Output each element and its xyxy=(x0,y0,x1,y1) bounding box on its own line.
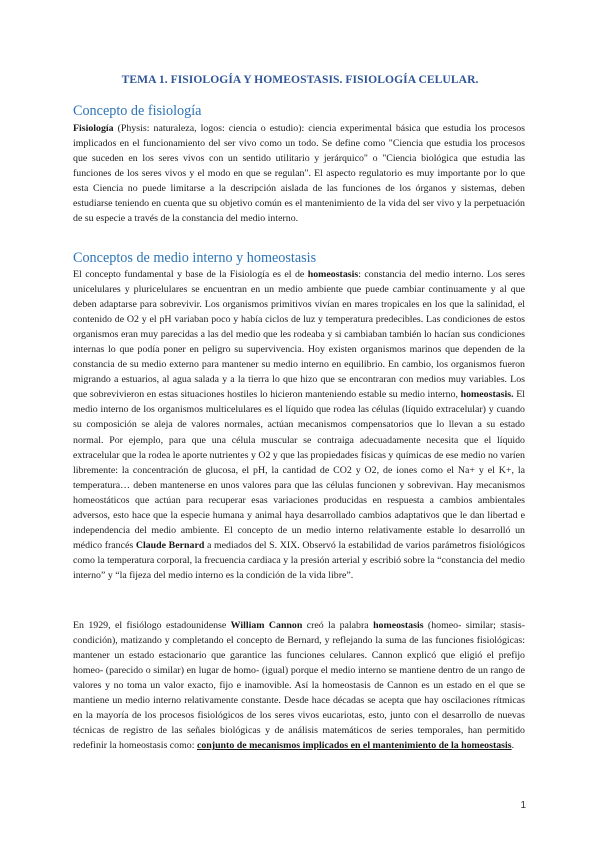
paragraph-text: En 1929, el fisiólogo estadounidense xyxy=(73,620,231,631)
term-william-cannon: William Cannon xyxy=(230,620,303,631)
paragraph-text: El concepto fundamental y base de la Fisiología es el de xyxy=(73,269,308,280)
paragraph-text: a mediados del S. XIX. Observó la estabilidad de varios parámetros fisiológicos como la temperatura corporal, la frecuencia cardiaca y la presión arterial y escribió sobre la “constancia del medio interno” y “la fijeza del medio interno es la condición de la vida libre”. xyxy=(73,539,525,581)
paragraph-text: . xyxy=(511,740,515,752)
term-homeostasis-definition: conjunto de mecanismos implicados en el mantenimiento de la homeostasis xyxy=(196,740,512,752)
paragraph-fisiologia-definition xyxy=(73,121,525,226)
section-heading-fisiologia: Concepto de fisiología xyxy=(73,103,202,119)
paragraph-cannon xyxy=(73,618,525,753)
paragraph-text: El medio interno de los organismos multicelulares es el líquido que rodea las células (líquido extracelular) y cuando su composición se aleja de valores normales, actúan mecanismos compensatorios que lo llevan a su estado normal. Por ejemplo, para que una célula muscular se contraiga adecuadamente necesita que el líquido extracelular que la rodea le aporte nutrientes y O2 y que las propiedades físicas y químicas de ese medio no varíen libremente: la concentración de glucosa, el pH, la cantidad de CO2 y O2, de iones como el Na+ y el K+, la temperatura… deben mantenerse en unos valores para que las células funcionen y sobrevivan. Hay mecanismos homeostáticos que actúan para recuperar esas variaciones producidas en respuesta a cambios ambientales adversos, esto hace que la especie humana y animal haya desarrollado cambios adaptativos que le dan libertad e independencia del medio ambiente. El concepto de un medio interno relativamente estable lo desarrolló un médico francés xyxy=(73,389,525,551)
page-number: 1 xyxy=(520,800,526,811)
paragraph-text: : constancia del medio interno. Los seres unicelulares y pluricelulares se encuentran en un medio ambiente que puede cambiar continuamente y al que deben adaptarse para sobrevivir. Los organismos primitivos vivían en mares tropicales en los que la salinidad, el contenido de O2 y el pH variaban poco y había ciclos de luz y temperatura predecibles. Las condiciones de estos organismos eran muy parecidas a las del medio que les rodeaba y si cambiaban también lo hacían sus condiciones internas lo que podía poner en peligro su supervivencia. Hoy existen organismos marinos que dependen de la constancia de su medio externo para mantener su medio interno en equilibrio. En cambio, los organismos fueron migrando a estuarios, al agua salada y a la tierra lo que hizo que se encontraran con medios muy variables. Los que sobrevivieron en estas situaciones hostiles lo hicieron manteniendo estable su medio interno, xyxy=(73,269,525,401)
term-claude-bernard: Claude Bernard xyxy=(135,539,205,551)
paragraph-text: creó la palabra xyxy=(302,620,374,631)
paragraph-text: (Physis: naturaleza, logos: ciencia o estudio): ciencia experimental básica que estudia los procesos implicados en el funcionamiento del ser vivo como un todo. Se define como "Ciencia que estudia los procesos que suceden en los seres vivos con un sentido utilitario y jerárquico" o "Ciencia biológica que estudia las funciones de los seres vivos y el modo en que se regulan". El aspecto regulatorio es muy importante por lo que esta Ciencia no puede limitarse a la descripción aislada de las funciones de los órganos y sistemas, deben estudiarse teniendo en cuenta que su objetivo común es el mantenimiento de la vida del ser vivo y la perpetuación de su especie a través de la constancia del medio interno. xyxy=(73,123,525,225)
term-homeostasis: homeostasis xyxy=(307,269,359,280)
document-title: TEMA 1. FISIOLOGÍA Y HOMEOSTASIS. FISIOLOGÍA CELULAR. xyxy=(121,73,479,86)
section-heading-medio-interno: Conceptos de medio interno y homeostasis xyxy=(73,250,317,266)
term-fisiologia: Fisiología xyxy=(73,123,114,134)
paragraph-homeostasis-intro xyxy=(73,267,525,583)
term-homeostasis-3: homeostasis xyxy=(373,620,424,631)
term-homeostasis-2: homeostasis. xyxy=(460,389,514,401)
paragraph-text: (homeo- similar; stasis- condición), matizando y completando el concepto de Bernard, y reflejando la suma de las funciones fisiológicas: mantener un estado estacionario que garantice las funciones celulares. Cannon explicó que eligió el prefijo homeo- (parecido o similar) en lugar de homo- (igual) porque el medio interno se mantiene dentro de un rango de valores y no toma un valor exacto, fijo e inamovible. Así la homeostasis de Cannon es un estado en el que se mantiene un medio interno relativamente constante. Desde hace décadas se acepta que hay oscilaciones rítmicas en la mayoría de los procesos fisiológicos de los seres vivos eucariotas, esto, junto con el desarrollo de nuevas técnicas de registro de las señales biológicas y de análisis matemáticos de series temporales, han permitido redefinir la homeostasis como: xyxy=(73,620,525,752)
